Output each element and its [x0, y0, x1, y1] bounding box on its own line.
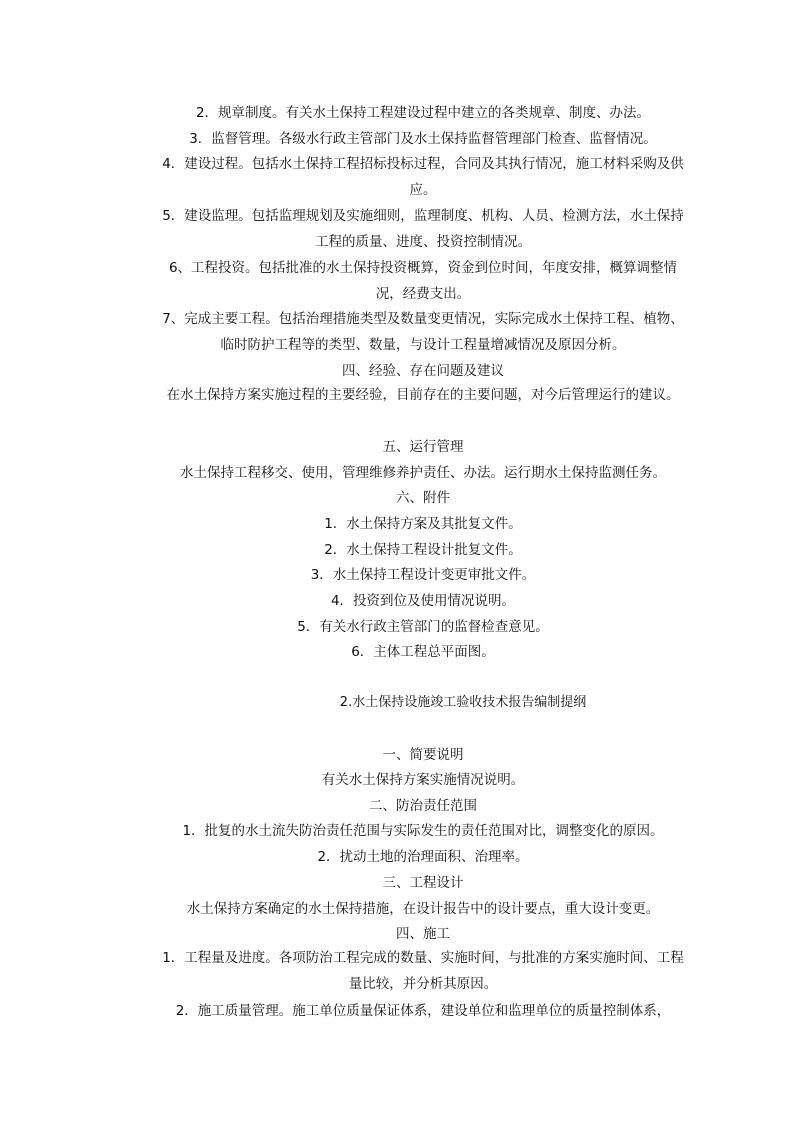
section-heading-experience: 四、经验、存在问题及建议 — [342, 363, 504, 379]
item-project-investment: 6、工程投资。包括批准的水土保持投资概算，资金到位时间，年度安排，概算调整情况，经费支出。 — [168, 260, 678, 302]
report-outline-title: 2.水土保持设施竣工验收技术报告编制提纲 — [339, 695, 587, 710]
item-supervision-management: 3．监督管理。各级水行政主管部门及水土保持监督管理部门检查、监督情况。 — [189, 131, 657, 147]
section-heading-attachments: 六、附件 — [396, 490, 450, 506]
attachment-item: 5．有关水行政主管部门的监督检查意见。 — [297, 619, 549, 635]
section-heading-operation: 五、运行管理 — [382, 439, 464, 455]
section-heading-responsibility: 二、防治责任范围 — [369, 798, 477, 814]
item-completed-works: 7、完成主要工程。包括治理措施类型及数量变更情况，实际完成水土保持工程、植物、临时防护工程等的类型、数量，与设计工程量增减情况及原因分析。 — [162, 311, 684, 353]
responsibility-item: 1．批复的水土流失防治责任范围与实际发生的责任范围对比，调整变化的原因。 — [182, 823, 664, 839]
item-construction-process: 4．建设过程。包括水土保持工程招标投标过程，合同及其执行情况，施工材料采购及供应。 — [162, 156, 684, 198]
paragraph-operation: 水土保持工程移交、使用，管理维修养护责任、办法。运行期水土保持监测任务。 — [180, 465, 666, 481]
section-heading-design: 三、工程设计 — [382, 875, 464, 891]
section-heading-brief: 一、简要说明 — [382, 747, 464, 763]
attachment-item: 1．水土保持方案及其批复文件。 — [324, 516, 522, 532]
section-heading-construction: 四、施工 — [396, 926, 450, 942]
item-rules-regulations: 2．规章制度。有关水土保持工程建设过程中建立的各类规章、制度、办法。 — [195, 105, 651, 121]
attachment-item: 4．投资到位及使用情况说明。 — [330, 593, 516, 609]
paragraph-experience: 在水土保持方案实施过程的主要经验，目前存在的主要问题，对今后管理运行的建议。 — [166, 387, 680, 403]
attachment-item: 3．水土保持工程设计变更审批文件。 — [310, 567, 536, 583]
item-construction-supervision: 5．建设监理。包括监理规划及实施细则，监理制度、机构、人员、检测方法，水土保持工程的质量、进度、投资控制情况。 — [162, 208, 684, 250]
paragraph-design: 水土保持方案确定的水土保持措施，在设计报告中的设计要点，重大设计变更。 — [186, 901, 660, 917]
responsibility-item: 2．扰动土地的治理面积、治理率。 — [317, 849, 529, 865]
attachment-item: 6．主体工程总平面图。 — [351, 644, 495, 660]
construction-item-quantity: 1．工程量及进度。各项防治工程完成的数量、实施时间，与批准的方案实施时间、工程量比较，并分析其原因。 — [162, 950, 684, 992]
attachment-item: 2．水土保持工程设计批复文件。 — [324, 542, 522, 558]
paragraph-brief: 有关水土保持方案实施情况说明。 — [321, 772, 525, 788]
construction-item-quality: 2．施工质量管理。施工单位质量保证体系，建设单位和监理单位的质量控制体系， — [175, 1003, 671, 1019]
